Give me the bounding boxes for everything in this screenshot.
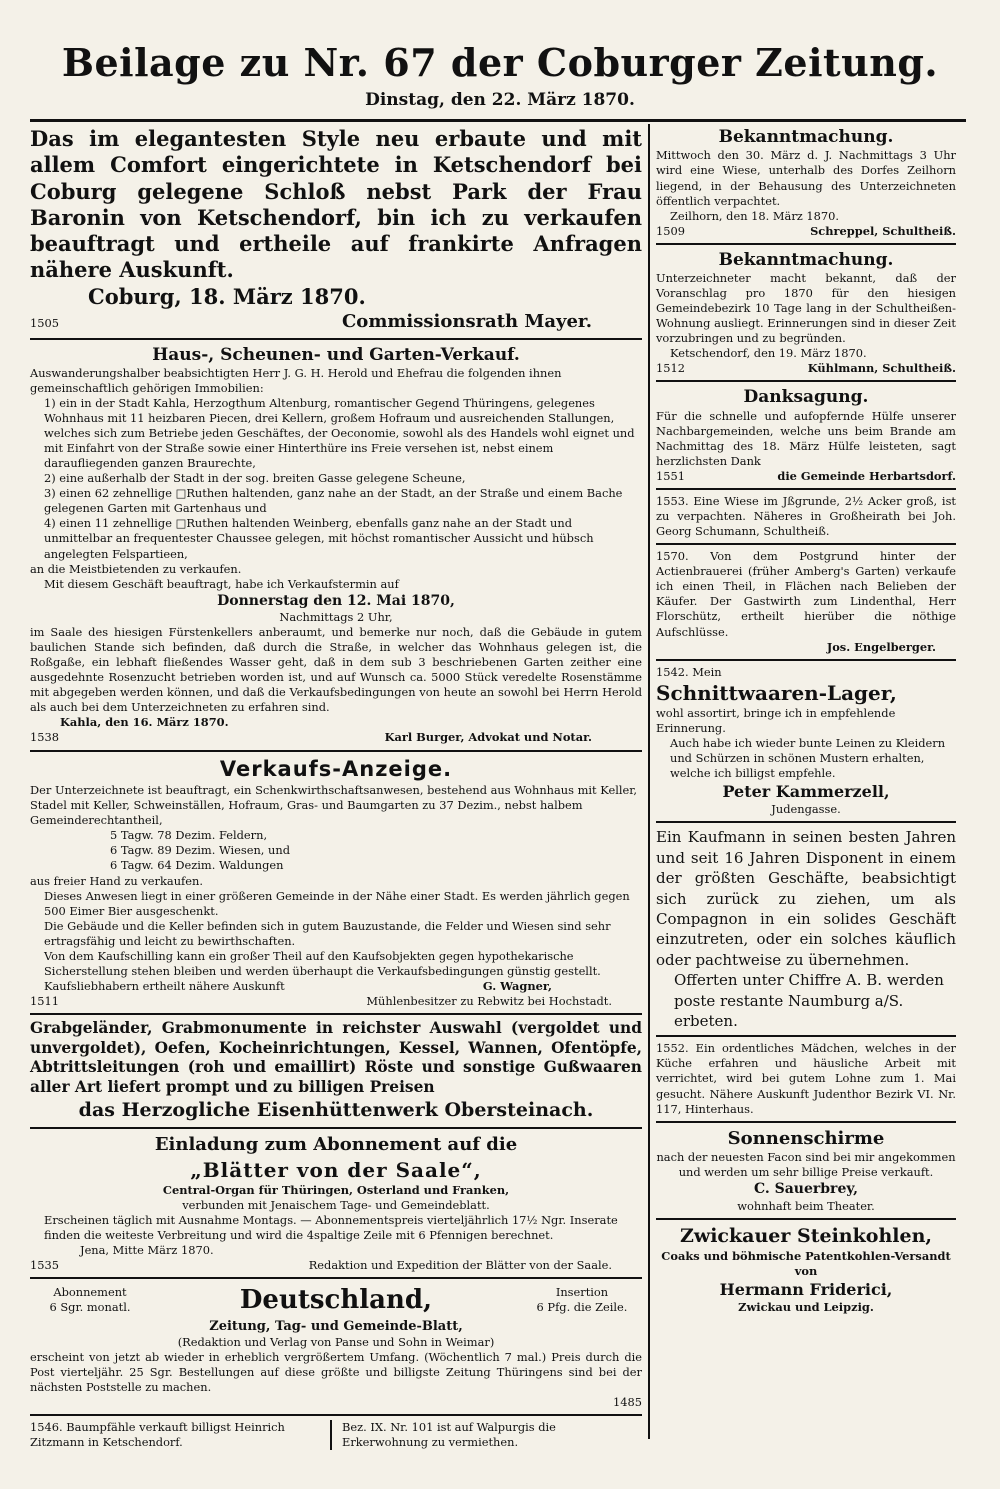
ad-place: Ketschendorf, den 19. März 1870. xyxy=(670,346,867,361)
ad-text: Das im elegantesten Style neu erbaute und mit allem Comfort eingerichtete in Ketschendorf bei Coburg gelegene Schloß nebst Park der Frau Baronin von Ketschendorf, bin ich zu verkaufen beauftragt und ertheile auf frankirte Anfragen nähere Auskunft. xyxy=(30,126,642,283)
ad-place: Kahla, den 16. März 1870. xyxy=(60,715,229,730)
ad-body: Offerten unter Chiffre A. B. werden poste restante Naumburg a/S. erbeten. xyxy=(674,971,944,1030)
ad-signature: Schreppel, Schultheiß. xyxy=(810,223,956,238)
divider xyxy=(30,1127,642,1129)
list-item: 2) eine außerhalb der Stadt in der sog. breiten Gasse gelegene Scheune, xyxy=(44,471,466,486)
ad-text: aus freier Hand zu verkaufen. xyxy=(30,873,203,888)
ad-herold xyxy=(30,344,642,746)
list-item: 6 Tagw. 64 Dezim. Waldungen xyxy=(110,858,284,873)
ad-baumpfaehle: 1546. Baumpfähle verkauft billigst Heinrich Zitzmann in Ketschendorf. xyxy=(30,1420,285,1450)
ad-wiese: 1553. Eine Wiese im Jßgrunde, 2½ Acker groß, ist zu verpachten. Näheres in Großheirath bei Joh. Georg Schumann, Schultheiß. xyxy=(656,494,956,539)
ad-number: 1538 xyxy=(30,730,59,745)
ad-body: Coaks und böhmische Patentkohlen-Versandt von xyxy=(661,1249,951,1279)
ad-text: Kaufsliebhabern ertheilt nähere Auskunft xyxy=(44,978,285,993)
ad-saale xyxy=(30,1133,642,1273)
abo-price: 6 Sgr. monatl. xyxy=(49,1300,131,1315)
top-rule xyxy=(30,119,966,122)
ad-number: 1535 xyxy=(30,1258,59,1273)
ad-title: Bekanntmachung. xyxy=(718,127,894,147)
divider xyxy=(30,1013,642,1015)
ad-subscript: Mühlenbesitzer zu Rebwitz bei Hochstadt. xyxy=(366,993,612,1008)
ad-kammerzell xyxy=(656,665,956,818)
ad-body: Auch habe ich wieder bunte Leinen zu Kleidern und Schürzen in schönen Mustern erhalten, welche ich billigst empfehle. xyxy=(670,736,946,781)
ad-bekanntmachung-zeilhorn xyxy=(656,126,956,239)
ad-title: „Blätter von der Saale“, xyxy=(190,1157,482,1182)
divider xyxy=(30,750,642,752)
ad-subtitle: verbunden mit Jenaischem Tage- und Gemeindeblatt. xyxy=(182,1198,490,1213)
ad-subtitle: Central-Organ für Thüringen, Osterland und Franken, xyxy=(162,1183,510,1198)
ad-wagner xyxy=(30,756,642,1009)
divider xyxy=(656,1035,956,1037)
ad-body: Erscheinen täglich mit Ausnahme Montags. — Abonnementspreis vierteljährlich 17½ Ngr. Inserate finden die weiteste Verbreitung und wird die 4spaltige Zeile mit 6 Pfennigen berechnet. xyxy=(44,1213,618,1243)
ad-body: im Saale des hiesigen Fürstenkellers anberaumt, und bemerke nur noch, daß die Gebäude in gutem baulichen Stande sich befinden, daß durch die Straße, in welcher das Wohnhaus gelegen ist, die Roßgaße, ein lebhaft fließendes Wasser geht, daß in dem sub 3 beschriebenen Garten zeither eine ausgedehnte Rosenzucht betrieben worden ist, und auf Wunsch ca. 5000 Stück veredelte Rosenstämme mit abgegeben werden können, und daß die Verkaufsbedingungen von heute an sowohl bei Herrn Herold als auch bei dem Unterzeichneten zu erfahren sind. xyxy=(30,625,642,715)
ad-signature: Redaktion und Expedition der Blätter von der Saale. xyxy=(308,1258,612,1273)
divider xyxy=(656,488,956,490)
list-item: 5 Tagw. 78 Dezim. Feldern, xyxy=(110,828,268,843)
ad-body: Für die schnelle und aufopfernde Hülfe unserer Nachbargemeinden, welche uns beim Brande am Nachmittag des 18. März Hülfe leisteten, sagt herzlichsten Dank xyxy=(656,408,956,469)
ad-signature: Karl Burger, Advokat und Notar. xyxy=(384,730,592,745)
ad-title: Haus-, Scheunen- und Garten-Verkauf. xyxy=(152,344,520,365)
ad-sonnenschirme xyxy=(656,1127,956,1214)
ad-place: Coburg, 18. März 1870. xyxy=(88,283,366,309)
ad-text: Dieses Anwesen liegt in einer größeren Gemeinde in der Nähe einer Stadt. Es werden jährlich gegen 500 Eimer Bier ausgeschenkt. xyxy=(44,888,630,918)
ad-signature: G. Wagner, xyxy=(482,978,552,993)
ad-mayer xyxy=(30,126,642,334)
divider xyxy=(656,659,956,661)
ad-body: erscheint von jetzt ab wieder in erheblich vergrößertem Umfang. (Wöchentlich 7 mal.) Preis durch die Post vierteljähr. 25 Sgr. Bestellungen auf diese größte und billigste Zeitung Thüringens sind bei der nächsten Poststelle zu machen. xyxy=(30,1349,642,1394)
ad-number: 1511 xyxy=(30,993,59,1008)
ad-deutschland xyxy=(30,1283,642,1410)
ad-title-line: Einladung zum Abonnement auf die xyxy=(154,1133,518,1155)
left-column xyxy=(30,126,642,1450)
column-divider xyxy=(648,124,650,1439)
ad-subtitle: Zeitung, Tag- und Gemeinde-Blatt, xyxy=(209,1318,463,1334)
ad-body: Grabgeländer, Grabmonumente in reichster Auswahl (vergoldet und unvergoldet), Oefen, Kocheinrichtungen, Kessel, Wannen, Ofentöpfe, Abtrittsleitungen (roh und emaillirt) Röste und sonstige Gußwaaren aller Art liefert prompt und zu billigen Preisen xyxy=(30,1018,642,1097)
ad-intro: Auswanderungshalber beabsichtigten Herr J. G. H. Herold und Ehefrau die folgenden ihnen gemeinschaftlich gehörigen Immobilien: xyxy=(30,365,562,395)
divider xyxy=(656,821,956,823)
masthead-title: Beilage zu Nr. 67 der Coburger Zeitung. xyxy=(61,40,939,85)
ad-bekanntmachung-ketschendorf xyxy=(656,249,956,377)
ad-signature: die Gemeinde Herbartsdorf. xyxy=(777,469,956,484)
divider xyxy=(30,338,642,340)
ad-subtitle: (Redaktion und Verlag von Panse und Sohn in Weimar) xyxy=(177,1334,495,1349)
divider xyxy=(656,1121,956,1123)
ad-place: Zeilhorn, den 18. März 1870. xyxy=(670,208,840,223)
ad-title: Deutschland, xyxy=(239,1285,433,1316)
ad-body: Mittwoch den 30. März d. J. Nachmittags 3 Uhr wird eine Wiese, unterhalb des Dorfes Zeilhorn liegend, in der Behausung des Unterzeichneten öffentlich verpachtet. xyxy=(656,148,956,208)
ins-label: Insertion xyxy=(555,1285,609,1300)
ad-title: Schnittwaaren-Lager, xyxy=(656,680,897,705)
ad-number: 1509 xyxy=(656,223,685,238)
ad-body: Der Unterzeichnete ist beauftragt, ein Schenkwirthschaftsanwesen, bestehend aus Wohnhaus mit Keller, Stadel mit Keller, Schweinställen, Hofraum, Gras- und Baumgarten zu 37 Dezim., nebst halbem Gemeinderechtantheil, xyxy=(30,783,638,828)
ad-subscript: Judengasse. xyxy=(771,802,841,817)
divider xyxy=(30,1277,642,1279)
divider xyxy=(30,1414,642,1416)
list-item: 6 Tagw. 89 Dezim. Wiesen, und xyxy=(110,843,290,858)
ad-signature: C. Sauerbrey, xyxy=(753,1181,859,1198)
divider xyxy=(330,1420,332,1450)
ad-steinkohlen xyxy=(656,1224,956,1315)
masthead-date: Dinstag, den 22. März 1870. xyxy=(365,90,635,110)
ad-subscript: Zwickau und Leipzig. xyxy=(738,1300,874,1315)
ad-outro: an die Meistbietenden zu verkaufen. xyxy=(30,561,242,576)
ad-text: Die Gebäude und die Keller befinden sich in gutem Bauzustande, die Felder und Wiesen sind sehr ertragsfähig und leicht zu bewirthschaften. xyxy=(44,918,611,948)
ad-termin: Donnerstag den 12. Mai 1870, xyxy=(217,592,455,609)
ad-body: Ein Kaufmann in seinen besten Jahren und seit 16 Jahren Disponent in einem der größten Geschäfte, beabsichtigt sich zurück zu ziehen, um als Compagnon in ein solides Geschäft einzutreten, oder ein solches käuflich oder pachtweise zu übernehmen. xyxy=(656,828,956,969)
ad-signature: Hermann Friderici, xyxy=(719,1280,893,1300)
ad-body: Unterzeichneter macht bekannt, daß der Voranschlag pro 1870 für den hiesigen Gemeindebezirk 10 Tage lang in der Schultheißen-Wohnung ausliegt. Erinnerungen sind in dieser Zeit vorzubringen und zu begründen. xyxy=(656,271,956,346)
ad-obersteinach xyxy=(30,1019,642,1123)
ad-number: 1551 xyxy=(656,469,685,484)
ad-body: wohl assortirt, bringe ich in empfehlende Erinnerung. xyxy=(656,706,896,736)
ad-kaufmann xyxy=(656,827,956,1031)
ad-title: Danksagung. xyxy=(743,387,869,408)
ad-number: 1512 xyxy=(656,361,685,376)
ad-title: Sonnenschirme xyxy=(727,1127,885,1149)
ad-body: nach der neuesten Facon sind bei mir angekommen und werden um sehr billige Preise verkauft. xyxy=(656,1150,956,1180)
ad-time: Nachmittags 2 Uhr, xyxy=(279,610,393,625)
ad-title: Zwickauer Steinkohlen, xyxy=(679,1224,933,1247)
list-item: 3) einen 62 zehnellige □Ruthen haltenden, ganz nahe an der Stadt, an der Straße und einem Bache gelegenen Garten mit Gartenhaus und xyxy=(44,486,623,516)
ad-signature: das Herzogliche Eisenhüttenwerk Obersteinach. xyxy=(78,1098,594,1121)
ad-body: 1570. Von dem Postgrund hinter der Actienbrauerei (früher Amberg's Garten) verkaufe ich einen Theil, in Flächen nach Belieben der Käufer. Der Gastwirth zum Lindenthal, Herr Florschütz, ertheilt hierüber die nöthige Aufschlüsse. xyxy=(656,549,956,639)
abo-label: Abonnement xyxy=(53,1285,127,1300)
ad-maedchen: 1552. Ein ordentliches Mädchen, welches in der Küche erfahren und häusliche Arbeit mit verrichtet, wird bei gutem Lohne zum 1. Mai gesucht. Nähere Auskunft Judenthor Bezirk VI. Nr. 117, Hinterhaus. xyxy=(656,1041,956,1116)
ad-danksagung xyxy=(656,386,956,484)
ad-subscript: wohnhaft beim Theater. xyxy=(737,1198,875,1213)
ad-text: Von dem Kaufschilling kann ein großer Theil auf den Kaufsobjekten gegen hypothekarische Sicherstellung stehen bleiben und werden überhaupt die Verkaufsbedingungen günstig gestellt. xyxy=(44,948,601,978)
ad-number: 1505 xyxy=(30,315,59,330)
ad-place: Jena, Mitte März 1870. xyxy=(80,1243,214,1258)
divider xyxy=(656,243,956,245)
ad-mandate: Mit diesem Geschäft beauftragt, habe ich Verkaufstermin auf xyxy=(44,576,399,591)
divider xyxy=(656,543,956,545)
ad-signature: Jos. Engelberger. xyxy=(826,639,936,654)
ad-text: Mein xyxy=(692,664,722,679)
right-column xyxy=(656,126,956,1440)
ad-number: 1542. xyxy=(656,664,689,679)
ad-engelberger xyxy=(656,549,956,654)
ad-erkerwohnung: Bez. IX. Nr. 101 ist auf Walpurgis die Erkerwohnung zu vermiethen. xyxy=(342,1420,556,1450)
divider xyxy=(656,380,956,382)
ad-signature: Commissionsrath Mayer. xyxy=(341,310,592,332)
ins-price: 6 Pfg. die Zeile. xyxy=(536,1300,628,1315)
ad-signature: Peter Kammerzell, xyxy=(722,782,890,802)
divider xyxy=(656,1218,956,1220)
list-item: 4) einen 11 zehnellige □Ruthen haltenden Weinberg, ebenfalls ganz nahe an der Stadt und unmittelbar an frequentester Chaussee gelegen, mit höchst romantischer Aussicht und hübsch angelegten Felspartieen, xyxy=(44,516,594,561)
ad-number: 1485 xyxy=(613,1394,642,1409)
ad-title: Bekanntmachung. xyxy=(718,249,894,270)
ad-signature: Kühlmann, Schultheiß. xyxy=(807,361,956,376)
ad-title: Verkaufs-Anzeige. xyxy=(219,756,453,781)
list-item: 1) ein in der Stadt Kahla, Herzogthum Altenburg, romantischer Gegend Thüringens, gelegenes Wohnhaus mit 11 heizbaren Piecen, drei Kellern, großem Hofraum und ausreichenden Stallungen, welches sich zum Betriebe jeden Geschäftes, der Oeconomie, sowohl als des Handels wohl eignet und mit Einfahrt von der Straße sowie einer Hinterthüre ins Freie versehen ist, nebst einem daraufliegenden ganzen Braurechte, xyxy=(44,396,635,471)
